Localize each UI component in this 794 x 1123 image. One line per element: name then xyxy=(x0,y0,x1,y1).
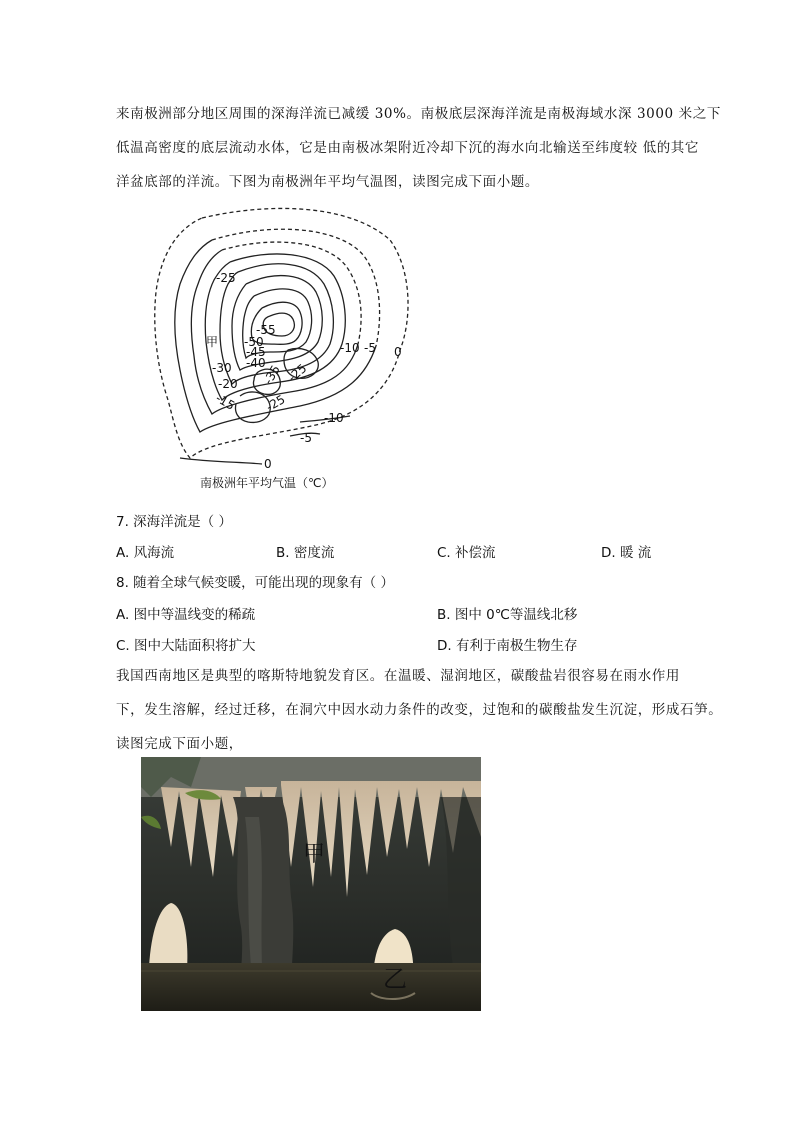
label-minus10-bottom: -10 xyxy=(324,411,344,425)
photo-label-yi: 乙 xyxy=(383,965,407,993)
question-8-stem: 8. 随着全球气候变暖，可能出现的现象有（ ） xyxy=(116,575,394,591)
photo-label-jia: 甲 xyxy=(303,842,326,867)
label-minus40: -40 xyxy=(246,356,266,370)
label-minus25-top: -25 xyxy=(216,271,236,285)
label-minus25-bottom: -25 xyxy=(263,392,288,415)
passage-line: 我国西南地区是典型的喀斯特地貌发育区。在温暖、湿润地区，碳酸盐岩很容易在雨水作用 xyxy=(116,668,680,684)
label-minus20: -20 xyxy=(218,377,238,391)
map-caption: 南极洲年平均气温（℃） xyxy=(200,476,334,490)
label-minus5-right: -5 xyxy=(364,341,376,355)
label-minus55: -55 xyxy=(256,323,276,337)
q8-option-d[interactable]: D. 有利于南极生物生存 xyxy=(437,638,578,654)
label-minus45: -45 xyxy=(246,345,266,359)
q7-option-b[interactable]: B. 密度流 xyxy=(276,545,335,561)
q7-option-a[interactable]: A. 风海流 xyxy=(116,545,175,561)
passage-line: 下，发生溶解，经过迁移，在洞穴中因水动力条件的改变，过饱和的碳酸盐发生沉淀，形成石笋。 xyxy=(116,702,723,718)
label-zero-bottom: 0 xyxy=(264,457,272,471)
label-minus35: -35 xyxy=(260,362,283,387)
q8-option-a[interactable]: A. 图中等温线变的稀疏 xyxy=(116,607,256,623)
label-minus25-right: -25 xyxy=(285,361,310,385)
passage-line: 读图完成下面小题， xyxy=(116,736,243,752)
label-minus50: -50 xyxy=(244,335,264,349)
intro-paragraph xyxy=(116,97,721,199)
cave-photo xyxy=(141,757,481,1011)
intro-line: 低温高密度的底层流动水体，它是由南极冰架附近冷却下沉的海水向北输送至纬度较 低的其它 xyxy=(116,140,699,156)
q8-option-b[interactable]: B. 图中 0℃等温线北移 xyxy=(437,607,578,623)
passage-karst xyxy=(116,659,723,761)
label-minus10-right: -10 xyxy=(340,341,360,355)
label-minus30: -30 xyxy=(212,361,232,375)
q7-option-c[interactable]: C. 补偿流 xyxy=(437,545,496,561)
q7-option-d[interactable]: D. 暖 流 xyxy=(601,545,652,561)
label-minus15: -15 xyxy=(213,390,238,413)
q8-option-c[interactable]: C. 图中大陆面积将扩大 xyxy=(116,638,256,654)
label-minus5-bottom: -5 xyxy=(300,431,312,445)
isotherm-0-outer xyxy=(155,208,408,458)
intro-line: 来南极洲部分地区周围的深海洋流已减缓 30%。南极底层深海洋流是南极海域水深 3000 米之下 xyxy=(116,106,721,122)
antarctica-isotherm-map xyxy=(150,200,430,496)
intro-line: 洋盆底部的洋流。下图为南极洲年平均气温图，读图完成下面小题。 xyxy=(116,174,539,190)
label-zero-right: 0 xyxy=(394,345,402,359)
label-jia: 甲 xyxy=(206,335,219,349)
question-7-stem: 7. 深海洋流是（ ） xyxy=(116,514,232,530)
